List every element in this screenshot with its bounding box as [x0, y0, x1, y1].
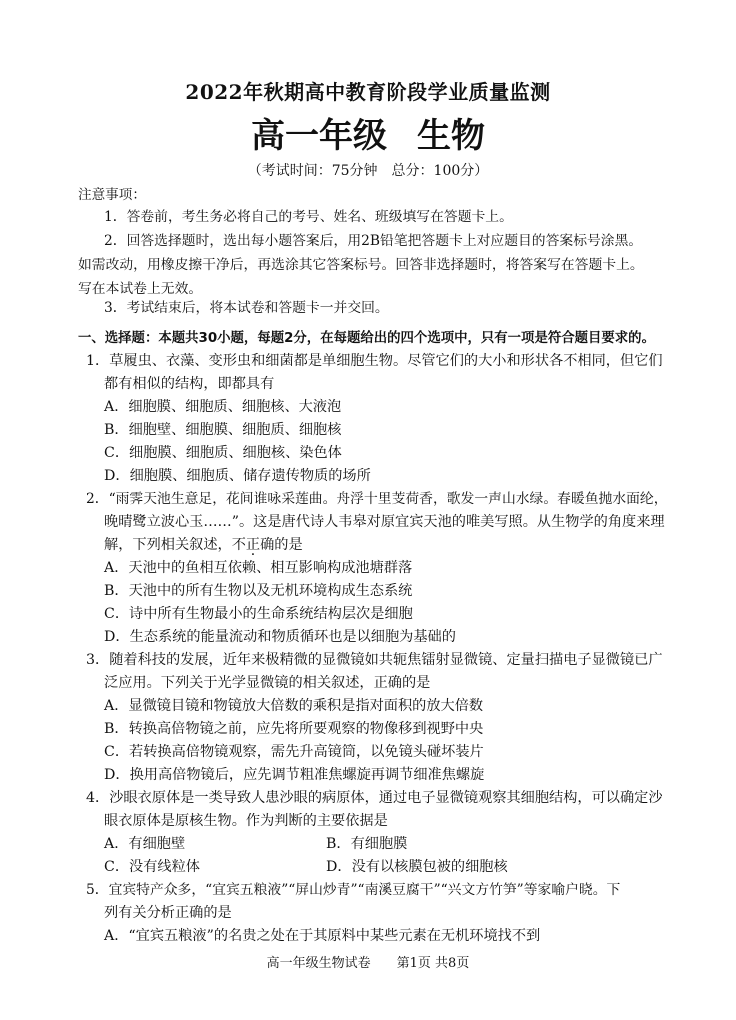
q3-option-c: C．若转换高倍物镜观察，需先升高镜筒，以免镜头碰坏装片	[104, 744, 484, 760]
notice-item-1: 1．答卷前，考生务必将自己的考号、姓名、班级填写在答题卡上。	[104, 209, 513, 225]
section-heading: 一、选择题：本题共30小题，每题2分，在每题给出的四个选项中，只有一项是符合题目要求的。	[78, 331, 655, 346]
q2-option-a: A．天池中的鱼相互依赖、相互影响构成池塘群落	[104, 560, 413, 576]
q2-stem-pre: 解，下列相关叙述，	[104, 537, 232, 553]
q3-option-a: A．显微镜目镜和物镜放大倍数的乘积是指对面积的放大倍数	[104, 698, 484, 714]
q1-stem-line2: 都有相似的结构，即都具有	[104, 376, 275, 392]
q1-stem-line1: 1．草履虫、衣藻、变形虫和细菌都是单细胞生物。尽管它们的大小和形状各不相同，但它们	[86, 353, 663, 369]
notice-item-2-cont: 如需改动，用橡皮擦干净后，再选涂其它答案标号。回答非选择题时，将答案写在答题卡上。	[78, 257, 644, 273]
q1-option-a: A．细胞膜、细胞质、细胞核、大液泡	[104, 399, 342, 415]
q2-option-d: D．生态系统的能量流动和物质循环也是以细胞为基础的	[104, 629, 456, 645]
notice-item-2: 2．回答选择题时，选出每小题答案后，用2B铅笔把答题卡上对应题目的答案标号涂黑。	[104, 233, 643, 249]
q2-option-c: C．诗中所有生物最小的生命系统结构层次是细胞	[104, 606, 413, 622]
q4-option-b: B．有细胞膜	[326, 836, 408, 852]
q3-stem-line2: 泛应用。下列关于光学显微镜的相关叙述，正确的是	[104, 675, 431, 691]
exam-info: （考试时间：75分钟 总分：100分）	[247, 163, 489, 179]
q4-option-c: C．没有线粒体	[104, 859, 200, 875]
q2-stem-emphasis: 不正确	[231, 537, 275, 553]
exam-title: 2022年秋期高中教育阶段学业质量监测	[185, 80, 551, 104]
q5-stem-line2: 列有关分析正确的是	[104, 905, 232, 921]
notice-item-2-cont2: 写在本试卷上无效。	[78, 281, 203, 297]
subject-label: 生物	[417, 116, 485, 156]
notice-heading: 注意事项：	[78, 187, 146, 203]
q5-option-a: A．“宜宾五粮液”的名贵之处在于其原料中某些元素在无机环境找不到	[104, 928, 541, 944]
q1-option-b: B．细胞壁、细胞膜、细胞质、细胞核	[104, 422, 342, 438]
q4-stem-line1: 4．沙眼衣原体是一类导致人患沙眼的病原体，通过电子显微镜观察其细胞结构，可以确定沙	[86, 790, 663, 806]
q2-stem-line2: 晚晴鹭立波心玉……”。这是唐代诗人韦皋对原宜宾天池的唯美写照。从生物学的角度来理	[104, 514, 665, 530]
q3-stem-line1: 3．随着科技的发展，近年来极精微的显微镜如共轭焦镭射显微镜、定量扫描电子显微镜已广	[86, 652, 663, 668]
q2-stem-line1: 2．“雨霁天池生意足，花间谁咏采莲曲。舟浮十里芰荷香，歌发一声山水绿。春暖鱼抛水面纶，	[86, 491, 668, 507]
q3-option-b: B．转换高倍物镜之前，应先将所要观察的物像移到视野中央	[104, 721, 484, 737]
q3-option-d: D．换用高倍物镜后，应先调节粗准焦螺旋再调节细准焦螺旋	[104, 767, 485, 783]
q2-stem-line3	[104, 536, 303, 554]
notice-item-3: 3．考试结束后，将本试卷和答题卡一并交回。	[104, 300, 389, 316]
q5-stem-line1: 5．宜宾特产众多，“宜宾五粮液”“屏山炒青”“南溪豆腐干”“兴文方竹笋”等家喻户晓。下	[86, 882, 621, 898]
q1-option-d: D．细胞膜、细胞质、储存遗传物质的场所	[104, 468, 371, 484]
grade-label: 高一年级	[251, 116, 387, 156]
q2-option-b: B．天池中的所有生物以及无机环境构成生态系统	[104, 583, 413, 599]
page-footer: 高一年级生物试卷 第1页 共8页	[266, 956, 470, 971]
q4-option-d: D．没有以核膜包被的细胞核	[326, 859, 508, 875]
grade-subject-title	[0, 108, 736, 157]
q4-option-a: A．有细胞壁	[104, 836, 186, 852]
q1-option-c: C．细胞膜、细胞质、细胞核、染色体	[104, 445, 342, 461]
q2-stem-post: 的是	[274, 537, 303, 553]
q4-stem-line2: 眼衣原体是原核生物。作为判断的主要依据是	[104, 813, 388, 829]
